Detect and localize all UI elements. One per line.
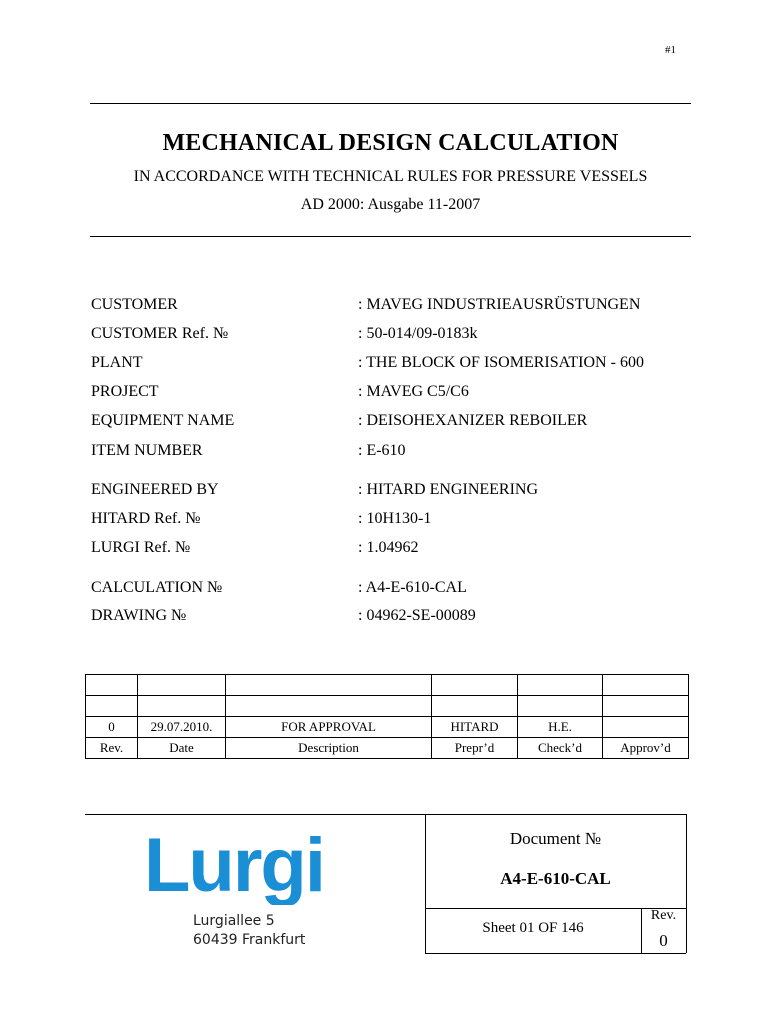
document-number: A4-E-610-CAL [500,869,611,888]
revision-cell: 29.07.2010. [138,717,226,738]
info-label: PLANT [91,354,143,371]
info-label: CALCULATION № [91,579,223,596]
title-block [85,814,687,953]
rev-label: Rev. [650,908,677,923]
page-number: #1 [665,44,676,56]
lurgi-logo-graphic [140,829,390,905]
revision-cell [86,696,138,717]
subtitle-edition: AD 2000: Ausgabe 11-2007 [300,196,481,213]
revision-cell [86,675,138,696]
lurgi-logo [140,829,390,905]
revision-header: Description [226,738,432,759]
info-value: : E-610 [358,442,406,459]
revision-header-row [86,738,689,759]
revision-cell [518,696,603,717]
rev-value: 0 [659,931,668,950]
info-value: : MAVEG INDUSTRIEAUSRÜSTUNGEN [358,296,641,313]
info-label: HITARD Ref. № [91,510,201,527]
revision-cell [603,696,689,717]
revision-header: Check’d [518,738,603,759]
info-label: DRAWING № [91,607,187,624]
info-value: : 1.04962 [358,539,419,556]
info-label: CUSTOMER Ref. № [91,325,229,342]
revision-cell [603,675,689,696]
address-city: 60439 Frankfurt [193,932,306,948]
mid-rule [90,236,691,237]
sheet-info: Sheet 01 OF 146 [482,920,584,936]
revision-header: Rev. [86,738,138,759]
revision-table [85,674,689,759]
lurgi-logo-text: Lurgi [144,829,324,905]
info-value: : A4-E-610-CAL [358,579,467,596]
info-value: : 10H130-1 [358,510,432,527]
revision-cell [432,675,518,696]
title-block-divider [425,953,686,954]
revision-cell [603,717,689,738]
info-label: CUSTOMER [91,296,178,313]
revision-cell [226,675,432,696]
revision-cell: H.E. [518,717,603,738]
revision-header: Date [138,738,226,759]
revision-cell [518,675,603,696]
subtitle-standard: IN ACCORDANCE WITH TECHNICAL RULES FOR PRESSURE VESSELS [133,168,648,185]
info-label: ENGINEERED BY [91,481,219,498]
info-value: : 04962-SE-00089 [358,607,476,624]
revision-row-empty [86,696,689,717]
revision-row [86,717,689,738]
revision-cell: 0 [86,717,138,738]
info-label: PROJECT [91,383,159,400]
info-label: ITEM NUMBER [91,442,203,459]
revision-cell: FOR APPROVAL [226,717,432,738]
revision-cell [432,696,518,717]
info-value: : HITARD ENGINEERING [358,481,539,498]
revision-header: Prepr’d [432,738,518,759]
top-rule [90,103,691,104]
info-value: : THE BLOCK OF ISOMERISATION - 600 [358,354,644,371]
info-label: LURGI Ref. № [91,539,191,556]
document-label: Document № [509,829,602,848]
page-title: MECHANICAL DESIGN CALCULATION [162,130,619,156]
info-label: EQUIPMENT NAME [91,412,235,429]
info-value: : DEISOHEXANIZER REBOILER [358,412,588,429]
address-street: Lurgiallee 5 [193,913,275,929]
info-value: : 50-014/09-0183k [358,325,478,342]
revision-cell [138,675,226,696]
info-value: : MAVEG C5/C6 [358,383,469,400]
revision-cell [138,696,226,717]
revision-header: Approv’d [603,738,689,759]
revision-cell [226,696,432,717]
revision-row-empty [86,675,689,696]
revision-cell: HITARD [432,717,518,738]
